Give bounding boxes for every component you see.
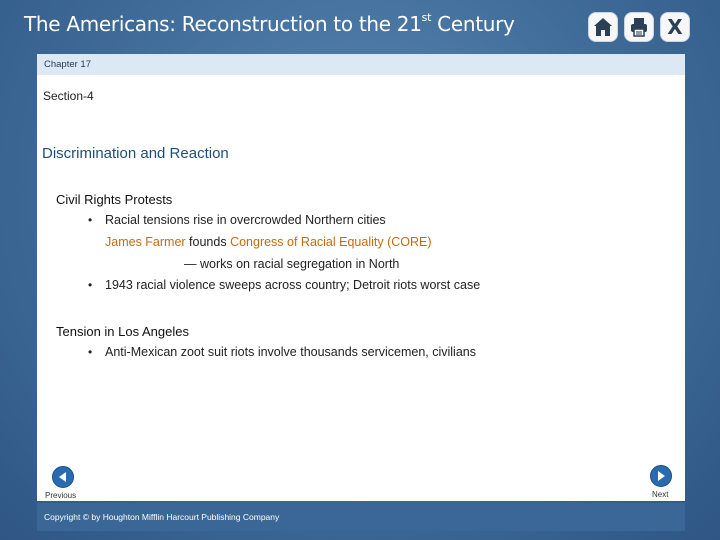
- copyright-footer: Copyright © by Houghton Mifflin Harcourt Publishing Company: [37, 503, 685, 531]
- print-button[interactable]: [624, 12, 654, 42]
- home-button[interactable]: [588, 12, 618, 42]
- next-button[interactable]: [650, 465, 672, 487]
- home-icon: [592, 16, 614, 38]
- topic-title: Civil Rights Protests: [56, 192, 173, 207]
- highlight-name: James Farmer: [105, 235, 186, 249]
- slide-heading: Discrimination and Reaction: [42, 145, 229, 162]
- close-button[interactable]: [660, 12, 690, 42]
- close-icon: X: [667, 15, 683, 39]
- triangle-right-icon: [655, 470, 667, 482]
- print-icon: [628, 16, 650, 38]
- bullet-marker: •: [88, 345, 93, 359]
- section-label: Section-4: [43, 89, 94, 103]
- previous-label: Previous: [45, 491, 77, 500]
- highlight-org: Congress of Racial Equality (CORE): [230, 235, 432, 249]
- previous-button[interactable]: [52, 466, 74, 488]
- slide-content: [37, 75, 685, 501]
- bullet-text: Anti-Mexican zoot suit riots involve thousands servicemen, civilians: [105, 345, 476, 359]
- toolbar: [588, 12, 690, 42]
- chapter-label: Chapter 17: [37, 54, 685, 75]
- bullet-marker: •: [88, 278, 93, 292]
- next-label: Next: [652, 490, 669, 499]
- sub-line: James Farmer founds Congress of Racial Equality (CORE): [105, 235, 432, 249]
- slide-panel: [37, 54, 685, 534]
- presentation-title: The Americans: Reconstruction to the 21st Century: [24, 11, 515, 36]
- sub-line: — works on racial segregation in North: [184, 257, 400, 271]
- bullet-text: Racial tensions rise in overcrowded Northern cities: [105, 213, 386, 227]
- bullet-marker: •: [88, 213, 93, 227]
- topic-title: Tension in Los Angeles: [56, 324, 189, 339]
- bullet-text: 1943 racial violence sweeps across country; Detroit riots worst case: [105, 278, 481, 292]
- triangle-left-icon: [57, 471, 69, 483]
